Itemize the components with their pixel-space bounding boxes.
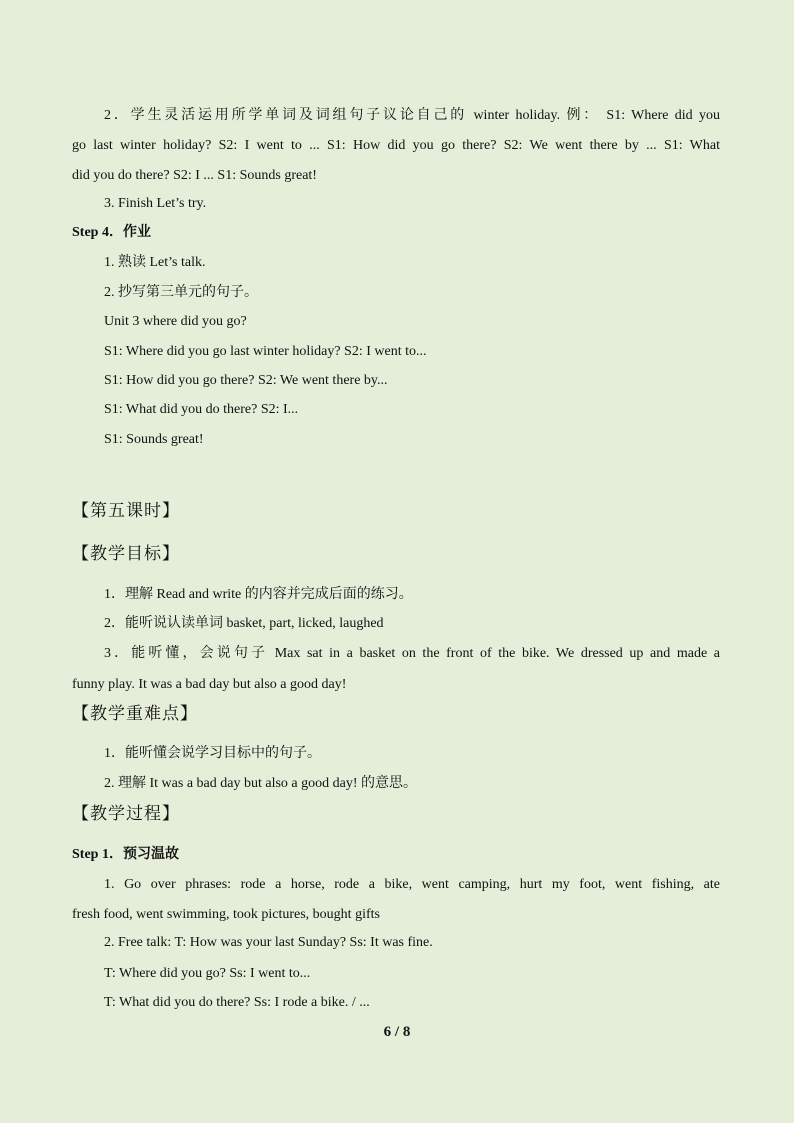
page-number: 6 / 8 xyxy=(383,1024,411,1040)
text-line: Unit 3 where did you go? xyxy=(104,314,247,329)
text-line: 2．能听说认读单词 basket, part, licked, laughed xyxy=(104,616,384,631)
text-line: 1．理解 Read and write 的内容并完成后面的练习。 xyxy=(104,587,413,602)
section-heading: 【教学重难点】 xyxy=(72,704,198,723)
text-line: 3. Finish Let’s try. xyxy=(104,196,207,211)
text-line: 1．能听懂会说学习目标中的句子。 xyxy=(104,746,321,761)
section-heading: 【教学目标】 xyxy=(72,544,180,563)
text-line: 1. Go over phrases: rode a horse, rode a bike, went camping, hurt my foot, went fishing, ate xyxy=(104,877,720,892)
text-line: S1: Where did you go last winter holiday? S2: I went to... xyxy=(104,344,427,359)
text-line: fresh food, went swimming, took pictures, bought gifts xyxy=(72,907,380,922)
text-line: 2．学生灵活运用所学单词及词组句子议论自己的 winter holiday. 例： S1: Where did you xyxy=(104,108,720,123)
text-line: S1: Sounds great! xyxy=(104,432,204,447)
text-line: 2. 理解 It was a bad day but also a good day! 的意思。 xyxy=(104,776,417,791)
section-heading: 【第五课时】 xyxy=(72,501,180,520)
step-heading: Step 1．预习温故 xyxy=(72,847,179,862)
text-line: 2. 抄写第三单元的句子。 xyxy=(104,285,258,300)
text-line: go last winter holiday? S2: I went to ... S1: How did you go there? S2: We went there by ... S1: What xyxy=(72,138,720,153)
text-line: T: What did you do there? Ss: I rode a bike. / ... xyxy=(104,995,370,1010)
text-line: did you do there? S2: I ... S1: Sounds great! xyxy=(72,168,317,183)
step-heading: Step 4．作业 xyxy=(72,225,151,240)
text-line: S1: How did you go there? S2: We went there by... xyxy=(104,373,388,388)
text-line: T: Where did you go? Ss: I went to... xyxy=(104,966,311,981)
text-line: 1. 熟读 Let’s talk. xyxy=(104,255,206,270)
text-line: S1: What did you do there? S2: I... xyxy=(104,402,299,417)
section-heading: 【教学过程】 xyxy=(72,804,180,823)
text-line: funny play. It was a bad day but also a good day! xyxy=(72,677,347,692)
text-line: 2. Free talk: T: How was your last Sunday? Ss: It was fine. xyxy=(104,935,433,950)
text-line: 3．能听懂，会说句子 Max sat in a basket on the front of the bike. We dressed up and made a xyxy=(104,646,720,661)
